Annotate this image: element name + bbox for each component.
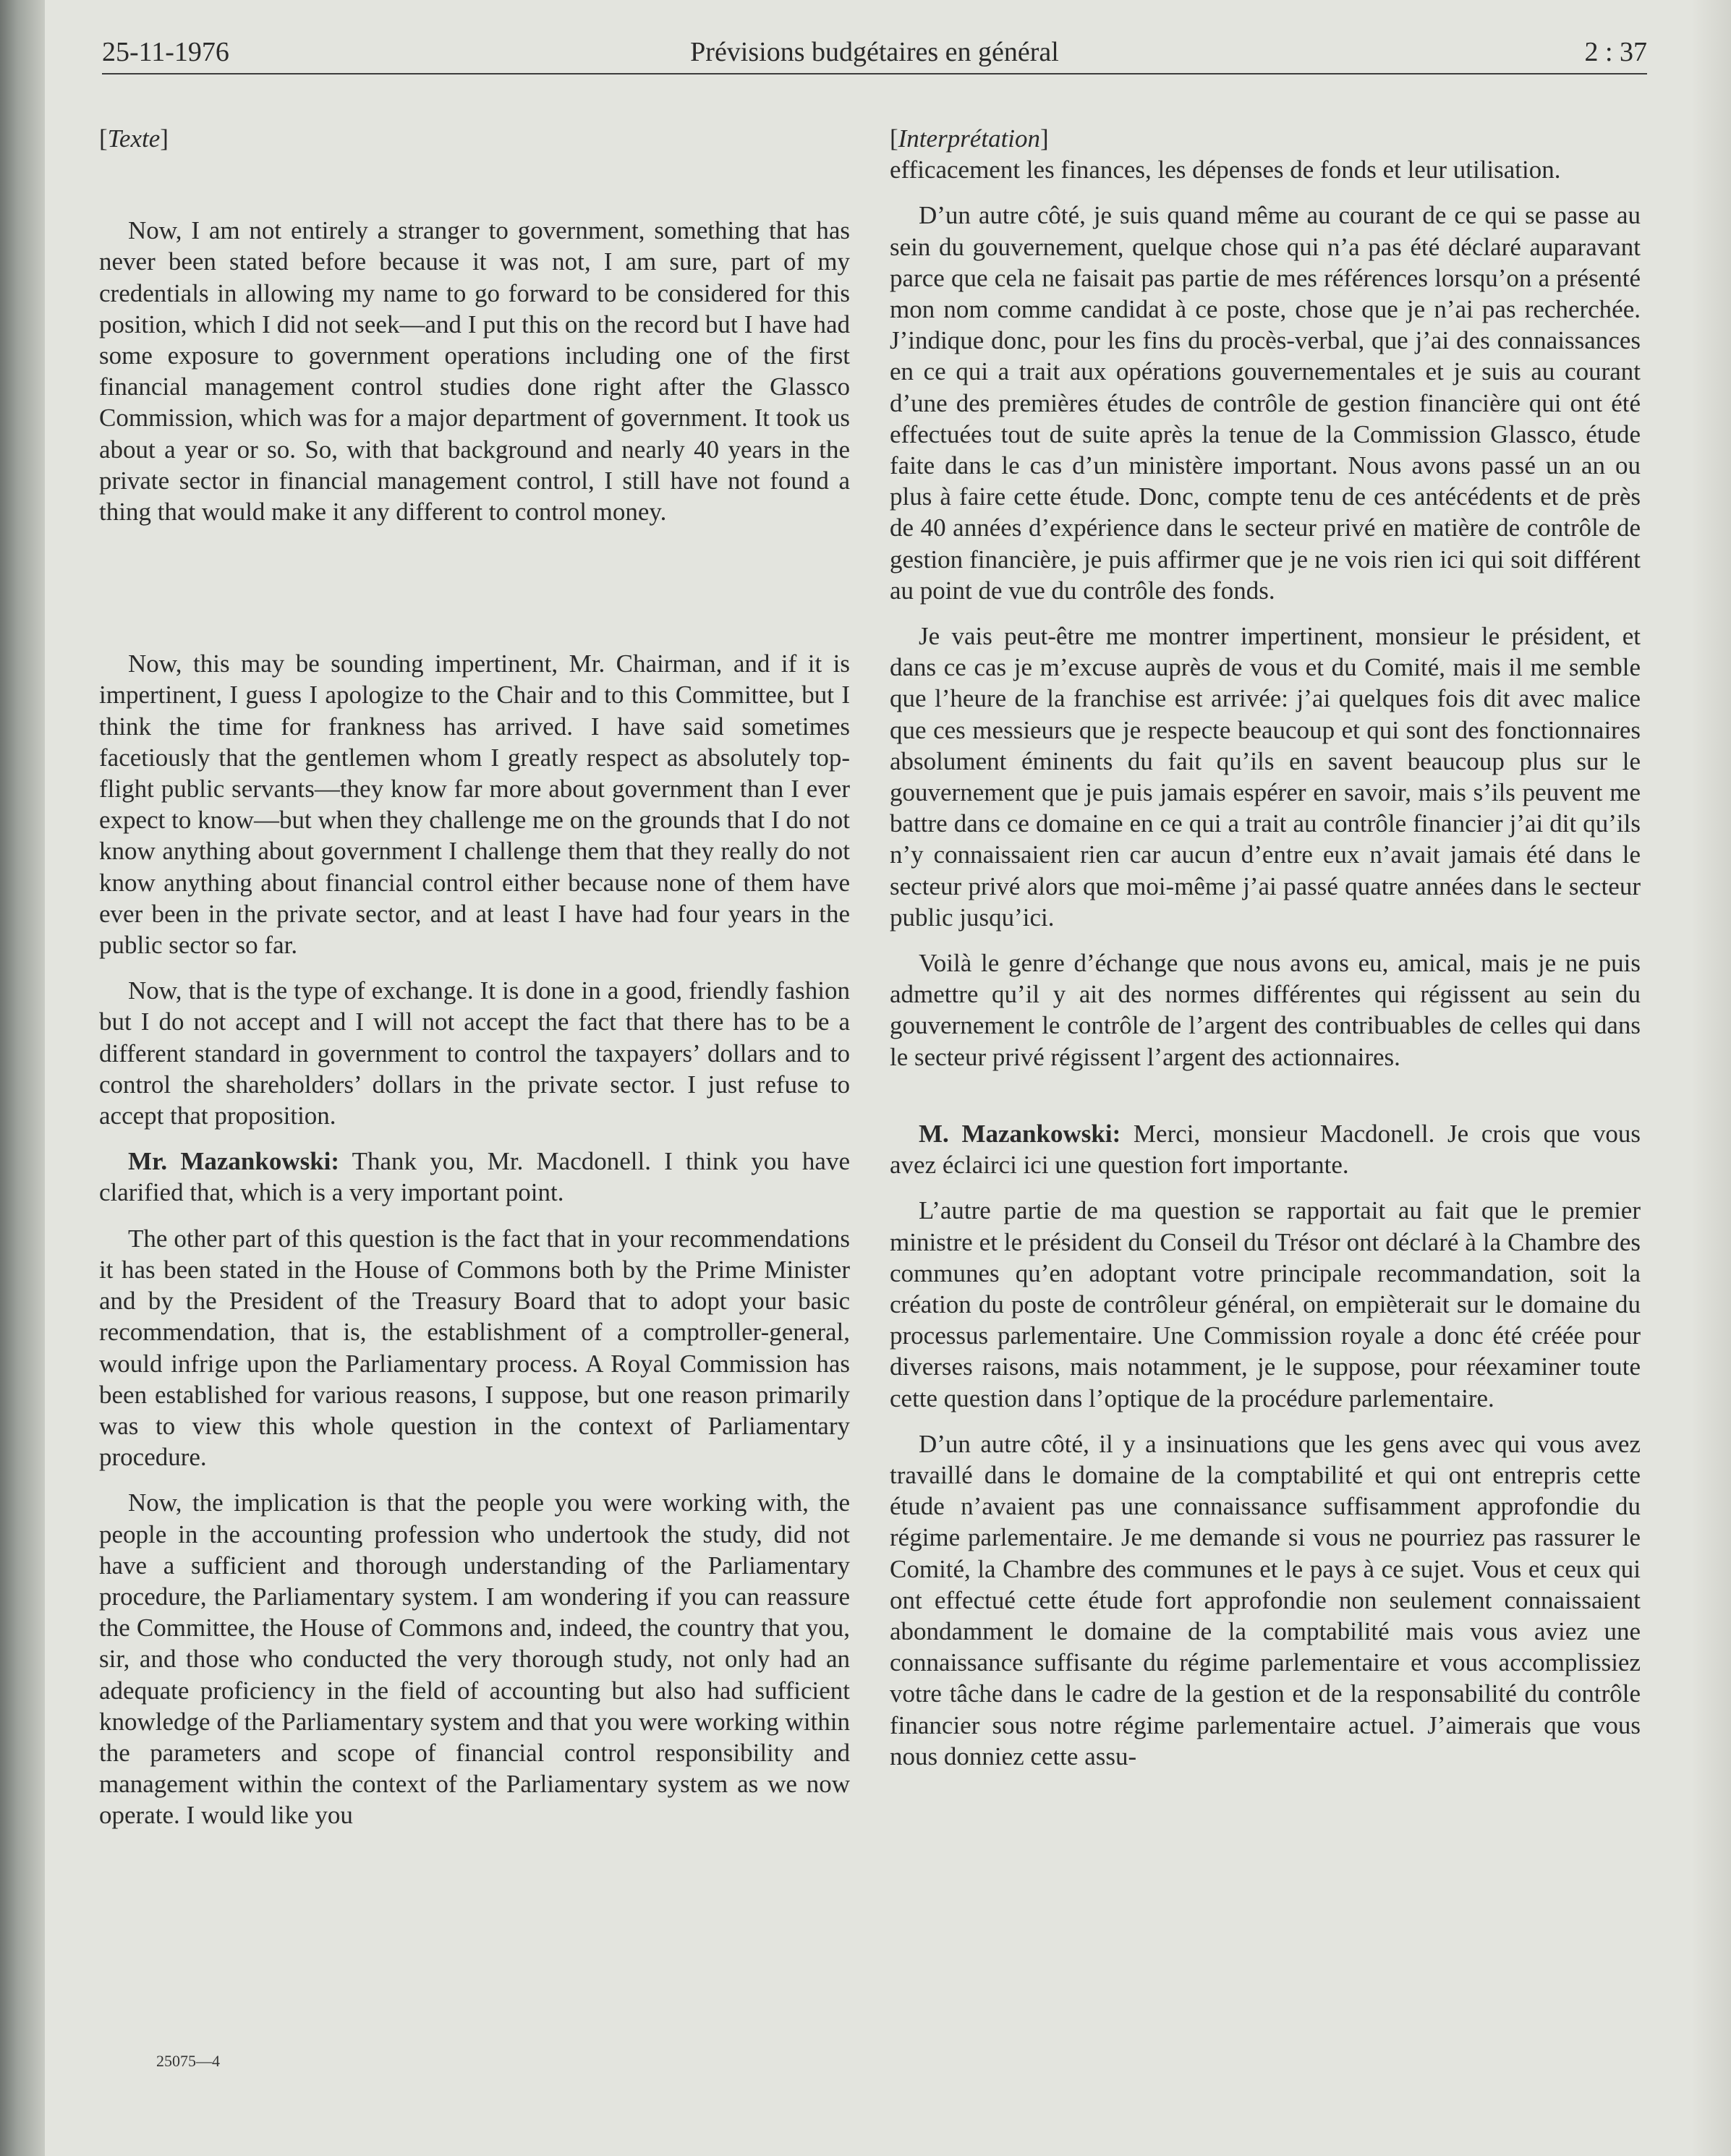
running-header <box>102 33 1647 77</box>
english-column <box>99 123 850 1831</box>
paragraph: D’un autre côté, je suis quand même au courant de ce qui se passe au sein du gouvernement, quelque chose qui n’a pas été déclaré auparavant parce que cela ne faisait pas partie de mes références lorsqu’on a présenté mon nom comme candidat à ce poste, chose que je n’ai pas recherchée. J’indique donc, pour les fins du procès-verbal, que j’ai des connaissances en ce qui a trait aux opérations gouvernementales et je suis au courant d’une des premières études de contrôle de gestion financière qui ont été effectuées tout de suite après la tenue de la Commission Glassco, étude faite dans le cas d’un ministère important. Nous avons passé un an ou plus à faire cette étude. Donc, compte tenu de ces antécédents et de près de 40 années d’expérience dans le secteur privé en matière de contrôle de gestion financière, je puis affirmer que je ne vois rien ici qui soit différent au point de vue du contrôle des fonds. <box>890 201 1641 605</box>
header-title: Prévisions budgétaires en général <box>690 37 1059 67</box>
page-edge <box>1691 0 1731 2156</box>
paragraph: Je vais peut-être me montrer impertinent, monsieur le président, et dans ce cas je m’excuse auprès de vous et du Comité, mais il me semble que l’heure de la franchise est arrivée: j’ai quelques fois dit avec malice que ces messieurs que je respecte beaucoup et qui sont des fonctionnaires absolument éminents du fait qu’ils en savent beaucoup plus sur le gouvernement que je puis jamais espérer en savoir, mais s’ils peuvent me battre dans ce domaine en ce qui a trait au contrôle financier j’ai dit qu’ils n’y connaissaient rien car aucun d’entre eux n’avait jamais été dans le secteur privé alors que moi-même j’ai passé quatre années dans le secteur public jusqu’ici. <box>890 622 1641 932</box>
paragraph: L’autre partie de ma question se rapportait au fait que le premier ministre et le président du Conseil du Trésor ont déclaré à la Chambre des communes qu’en adoptant votre principale recommandation, soit la création du poste de contrôleur général, on empièterait sur le domaine du processus parlementaire. Une Commission royale a donc été créée pour diverses raisons, mais notamment, je le suppose, pour réexaminer toute cette question dans l’optique de la procédure parlementaire. <box>890 1196 1641 1413</box>
paragraph: Now, the implication is that the people you were working with, the people in the accounting profession who undertook the study, did not have a sufficient and thorough understanding of the Parliamentary procedure, the Parliamentary system. I am wondering if you can reassure the Committee, the House of Commons and, indeed, the country that you, sir, and those who conducted the very thorough study, not only had an adequate proficiency in the field of accounting but also had sufficient knowledge of the Parliamentary system and that you were working within the parameters and scope of financial control responsibility and management within the context of the Parliamentary system as we now operate. I would like you <box>99 1488 850 1830</box>
speaker-name: Mr. Mazankowski: <box>128 1147 340 1176</box>
speaker-paragraph: Mr. Mazankowski: Thank you, Mr. Macdonell. I think you have clarified that, which is a very important point. <box>99 1147 850 1207</box>
language-label-english: [Texte] <box>99 124 169 153</box>
language-label-french: [Interprétation] <box>890 124 1049 153</box>
paragraph: Now, that is the type of exchange. It is done in a good, friendly fashion but I do not accept and I will not accept the fact that there has to be a different standard in government to control the taxpayers’ dollars and to control the shareholders’ dollars in the private sector. I just refuse to accept that proposition. <box>99 976 850 1130</box>
paragraph: efficacement les finances, les dépenses de fonds et leur utilisation. <box>890 155 1561 184</box>
paragraph: Now, this may be sounding impertinent, Mr. Chairman, and if it is impertinent, I guess I apologize to the Chair and to this Committee, but I think the time for frankness has arrived. I have said sometimes facetiously that the gentlemen whom I greatly respect as absolutely top-flight public servants—they know far more about government than I ever expect to know—but when they challenge me on the grounds that I do not know anything about government I challenge them that they really do not know anything about financial control either because none of them have ever been in the private sector, and at least I have had four years in the public sector so far. <box>99 649 850 960</box>
paragraph: The other part of this question is the fact that in your recommendations it has been stated in the House of Commons both by the Prime Minister and by the President of the Treasury Board that to adopt your basic recommendation, that is, the establishment of a comptroller-general, would infrige upon the Parliamentary process. A Royal Commission has been established for various reasons, I suppose, but one reason primarily was to view this whole question in the context of Parliamentary procedure. <box>99 1224 850 1472</box>
paragraph: D’un autre côté, il y a insinuations que les gens avec qui vous avez travaillé dans le domaine de la comptabilité et qui ont entrepris cette étude n’avaient pas une connaissance suffisamment approfondie du régime parlementaire. Je me demande si vous ne pourriez pas rassurer le Comité, la Chambre des communes et le pays à ce sujet. Vous et ceux qui ont effectué cette étude fort approfondie non seulement connaissaient abondamment le domaine de la comptabilité mais vous aviez une connaissance suffisante du régime parlementaire et vous accomplissiez votre tâche dans le cadre de la gestion et de la responsabilité du contrôle financier sous notre régime parlementaire actuel. J’aimerais que vous nous donniez cette assu- <box>890 1429 1641 1771</box>
header-rule <box>102 73 1647 74</box>
paragraph: Now, I am not entirely a stranger to government, something that has never been stated before because it was not, I am sure, part of my credentials in allowing my name to go forward to be considered for this position, which I did not seek—and I put this on the record but I have had some exposure to government operations including one of the first financial management control studies done right after the Glassco Commission, which was for a major department of government. It took us about a year or so. So, with that background and nearly 40 years in the private sector in financial management control, I still have not found a thing that would make it any different to control money. <box>99 216 850 527</box>
header-date: 25-11-1976 <box>102 37 229 67</box>
speaker-paragraph: M. Mazankowski: Merci, monsieur Macdonell. Je crois que vous avez éclairci ici une question fort importante. <box>890 1119 1641 1180</box>
paragraph: Voilà le genre d’échange que nous avons eu, amical, mais je ne puis admettre qu’il y ait des normes différentes qui régissent au sein du gouvernement le contrôle de l’argent des contribuables de celles qui dans le secteur privé régissent l’argent des actionnaires. <box>890 949 1641 1071</box>
speaker-name: M. Mazankowski: <box>919 1119 1121 1148</box>
french-column <box>890 123 1641 1772</box>
header-page-number: 2 : 37 <box>1584 37 1647 67</box>
page-binding-shadow <box>0 0 45 2156</box>
print-code: 25075—4 <box>156 2052 220 2070</box>
